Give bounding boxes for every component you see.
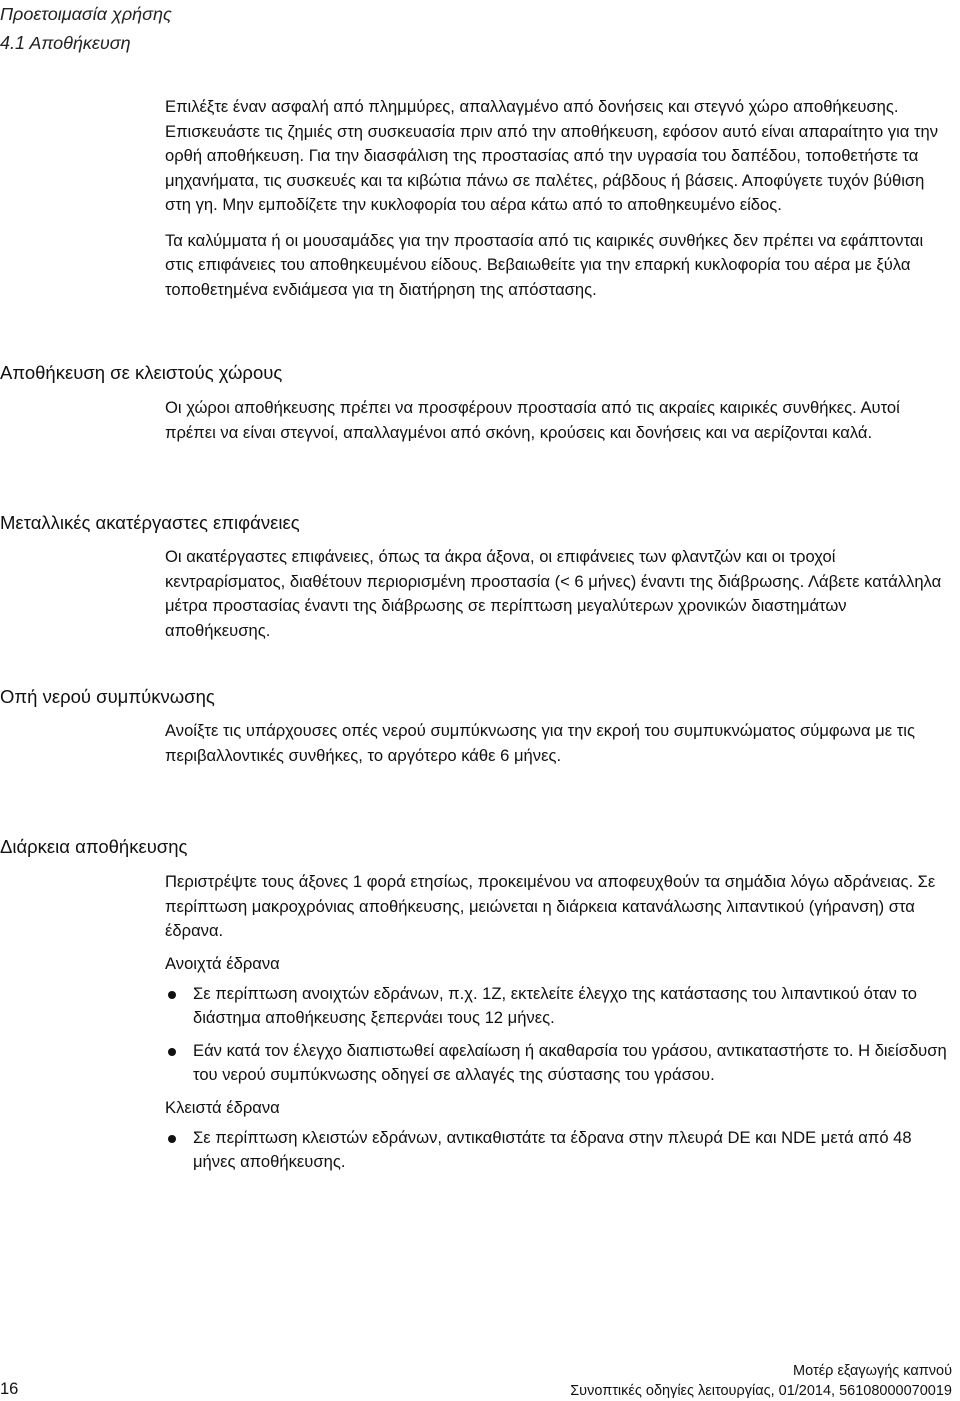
closed-bearings-list <box>165 1126 955 1175</box>
condensation-drain-text: Ανοίξτε τις υπάρχουσες οπές νερού συμπύκνωσης για την εκροή του συμπυκνώματος σύμφωνα με τις περιβαλλοντικές συνθήκες, το αργότερο κάθε 6 μήνες. <box>165 721 915 765</box>
intro-block <box>165 95 955 302</box>
page-number: 16 <box>0 1380 19 1398</box>
list-item <box>165 1126 955 1175</box>
intro-paragraph: Επιλέξτε έναν ασφαλή από πλημμύρες, απαλλαγμένο από δονήσεις και στεγνό χώρο αποθήκευσης. Επισκευάστε τις ζημιές στη συσκευασία πριν από την αποθήκευση, εφόσον αυτό είναι απαραίτητο για την ορθή αποθήκευση. Για την διασφάλιση της προστασίας από την υγρασία του δαπέδου, τοποθετήστε τα μηχανήματα, τις συσκευές και τα κιβώτια πάνω σε παλέτες, ράβδους ή βάσεις. Αποφύγετε τυχόν βύθιση στη γη. Μην εμποδίζετε την κυκλοφορία του αέρα κάτω από το αποθηκευμένο είδος. <box>165 97 939 214</box>
running-header <box>0 0 172 58</box>
footer-document: Συνοπτικές οδηγίες λειτουργίας, 01/2014, 56108000070019 <box>570 1383 952 1399</box>
intro-paragraph: Τα καλύμματα ή οι μουσαμάδες για την προστασία από τις καιρικές συνθήκες δεν πρέπει να εφάπτονται στις επιφάνειες του αποθηκευμένου είδους. Βεβαιωθείτε για την επαρκή κυκλοφορία του αέρα με ξύλα τοποθετημένα ενδιάμεσα για τη διατήρηση της απόστασης. <box>165 230 924 299</box>
indoor-storage-text: Οι χώροι αποθήκευσης πρέπει να προσφέρουν προστασία από τις ακραίες καιρικές συνθήκες. Αυτοί πρέπει να είναι στεγνοί, απαλλαγμένοι από σκόνη, κρούσεις και δονήσεις και να αερίζονται καλά. <box>165 398 900 442</box>
condensation-drain-block <box>165 719 955 768</box>
list-item-text: Σε περίπτωση ανοιχτών εδράνων, π.χ. 1Z, εκτελείτε έλεγχο της κατάστασης του λιπαντικού όταν το διάστημα αποθήκευσης ξεπερνάει τους 12 μήνες. <box>193 983 917 1027</box>
open-bearings-list <box>165 982 955 1088</box>
condensation-drain-heading: Οπή νερού συμπύκνωσης <box>0 686 215 707</box>
storage-duration-heading: Διάρκεια αποθήκευσης <box>0 836 188 857</box>
list-item <box>165 1039 955 1088</box>
indoor-storage-block <box>165 396 955 445</box>
list-item <box>165 982 955 1031</box>
open-bearings-subheading: Ανοιχτά έδρανα <box>165 953 280 973</box>
list-item-text: Εάν κατά τον έλεγχο διαπιστωθεί αφελαίωση ή ακαθαρσία του γράσου, αντικαταστήστε το. Η διείσδυση του νερού συμπύκνωσης οδηγεί σε αλλαγές της σύστασης του γράσου. <box>193 1040 947 1084</box>
bullet-icon <box>168 1048 176 1056</box>
footer-product: Μοτέρ εξαγωγής καπνού <box>793 1363 952 1379</box>
storage-duration-block <box>165 870 955 1183</box>
footer <box>570 1361 952 1401</box>
storage-duration-text: Περιστρέψτε τους άξονες 1 φορά ετησίως, προκειμένου να αποφευχθούν τα σημάδια λόγω αδράνειας. Σε περίπτωση μακροχρόνιας αποθήκευσης, μειώνεται η διάρκεια κατανάλωσης λιπαντικού (γήρανση) στα έδρανα. <box>165 872 936 940</box>
bare-surfaces-block <box>165 545 955 643</box>
bare-surfaces-heading: Μεταλλικές ακατέργαστες επιφάνειες <box>0 512 300 533</box>
indoor-storage-heading: Αποθήκευση σε κλειστούς χώρους <box>0 362 283 383</box>
chapter-title: Προετοιμασία χρήσης <box>0 4 172 24</box>
bare-surfaces-text: Οι ακατέργαστες επιφάνειες, όπως τα άκρα άξονα, οι επιφάνειες των φλαντζών και οι τροχοί κεντραρίσματος, διαθέτουν περιορισμένη προστασία (< 6 μήνες) έναντι της διάβρωσης. Λάβετε κατάλληλα μέτρα προστασίας έναντι της διάβρωσης σε περίπτωση μεγαλύτερων χρονικών διαστημάτων αποθήκευσης. <box>165 547 942 640</box>
bullet-icon <box>168 1135 176 1143</box>
list-item-text: Σε περίπτωση κλειστών εδράνων, αντικαθιστάτε τα έδρανα στην πλευρά DE και NDE μετά από 48 μήνες αποθήκευσης. <box>193 1127 912 1171</box>
bullet-icon <box>168 991 176 999</box>
closed-bearings-subheading: Κλειστά έδρανα <box>165 1097 280 1117</box>
section-title: 4.1 Αποθήκευση <box>0 33 131 53</box>
